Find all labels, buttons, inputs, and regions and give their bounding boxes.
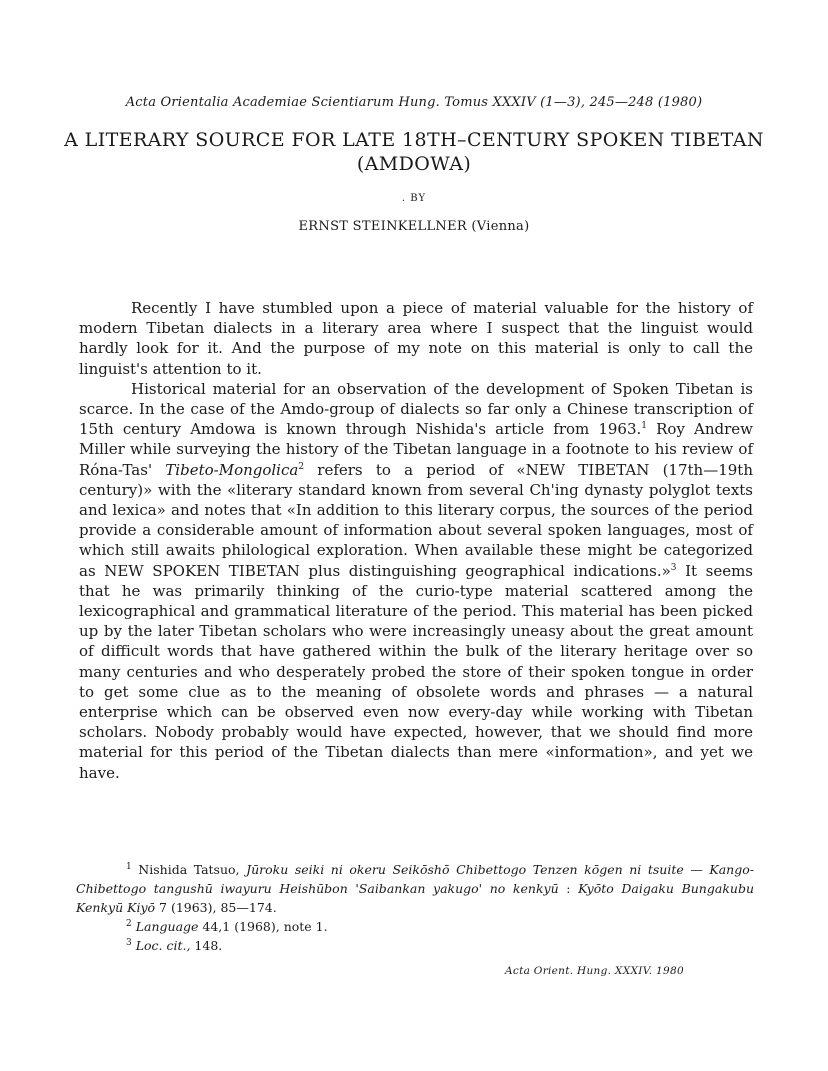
paragraph-2-text-c: refers to a period of «NEW TIBETAN (17th—19th century)» with the «literary standard known from several Ch'ing dynasty polyglot texts and lexica» and notes that «In addition to this literary corpus, the sources of the period provide a considerable amount of information about several spoken languages, most of which still awaits philological exploration. When available these might be categorized as NEW SPOKEN TIBETAN plus distinguishing geographical indications.»: [79, 460, 753, 580]
footnote-1-separator: :: [558, 881, 579, 896]
footnote-2-rest: 44,1 (1968), note 1.: [198, 919, 328, 934]
footnote-3-number: 3: [126, 937, 132, 948]
footnote-2-number: 2: [126, 918, 132, 929]
paragraph-2: [79, 379, 753, 783]
footnote-1-number: 1: [126, 861, 132, 872]
paper-title: A LITERARY SOURCE FOR LATE 18TH–CENTURY SPOKEN TIBETAN (AMDOWA): [64, 129, 764, 175]
footnote-1-rest: 7 (1963), 85—174.: [155, 900, 277, 915]
paragraph-2-text-a: Historical material for an observation of the development of Spoken Tibetan is scarce. In the case of the Amdo-group of dialects so far only a Chinese transcription of 15th century Amdowa is known through Nishida's article from 1963.: [79, 379, 753, 439]
page-footer: Acta Orient. Hung. XXXIV. 1980: [505, 965, 684, 977]
journal-header: Acta Orientalia Academiae Scientiarum Hung. Tomus XXXIV (1—3), 245—248 (1980): [125, 95, 703, 110]
author-name: ERNST STEINKELLNER (Vienna): [298, 219, 530, 234]
footnote-2-source: Language: [131, 919, 199, 934]
footnote-ref-1: 1: [641, 421, 648, 432]
paragraph-1: Recently I have stumbled upon a piece of material valuable for the history of modern Tibetan dialects in a literary area where I suspect that the linguist would hardly look for it. And the purpose of my note on this material is only to call the linguist's attention to it.: [79, 299, 753, 378]
byline-label: . BY: [401, 193, 427, 204]
paragraph-2-text-b: Roy Andrew Miller while surveying the history of the Tibetan language in a footnote to his review of Róna-Tas': [79, 420, 753, 479]
footnote-1-journal: Kyōto Daigaku Bungakubu Kenkyū Kiyō: [76, 881, 754, 915]
article-body: [79, 298, 753, 783]
footnote-3: [76, 936, 754, 955]
footnote-ref-2: 2: [298, 461, 305, 472]
footnote-1: [76, 860, 754, 917]
footnote-1-author: Nishida Tatsuo,: [131, 862, 247, 877]
footnote-ref-3: 3: [670, 562, 677, 573]
footnote-3-rest: 148.: [190, 938, 223, 953]
footnote-1-title: Jūroku seiki ni okeru Seikōshō Chibettogo Tenzen kōgen ni tsuite — Kango-Chibettogo tangushū iwayuru Heishūbon 'Saibankan yakugo' no kenkyū: [76, 862, 754, 896]
footnotes: [76, 860, 754, 955]
footnote-3-source: Loc. cit.,: [131, 938, 191, 953]
paragraph-2-text-d: It seems that he was primarily thinking of the curio-type material scattered among the lexicographical and grammatical literature of the period. This material has been picked up by the later Tibetan scholars who were increasingly uneasy about the great amount of difficult words that have gathered within the bulk of the literary heritage over so many centuries and who desperately probed the store of their spoken tongue in order to get some clue as to the meaning of obsolete words and phrases — a natural enterprise which can be observed even now every-day while working with Tibetan scholars. Nobody probably would have expected, however, that we should find more material for this period of the Tibetan dialects than mere «information», and yet we have.: [79, 561, 753, 782]
paragraph-2-italic-title: Tibeto-Mongolica: [165, 460, 299, 479]
footnote-2: [76, 917, 754, 936]
